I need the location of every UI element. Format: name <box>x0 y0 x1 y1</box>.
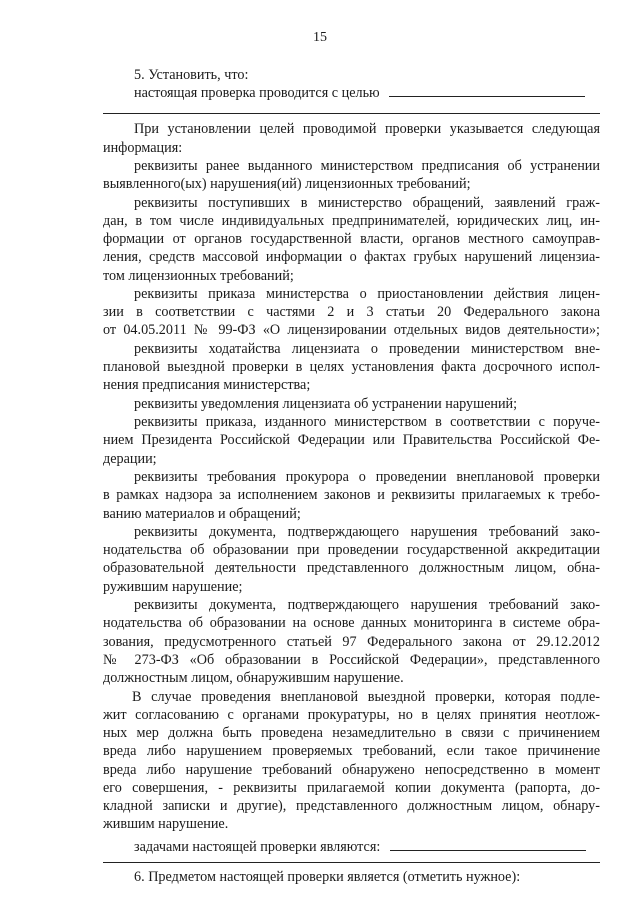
body-line: образовательной деятельности представленного должностным лицом, обна- <box>103 560 600 576</box>
tasks-continuation-rule <box>103 862 600 863</box>
body-line: вреда либо нарушением проверяемых требований, если такое причинение <box>103 743 600 759</box>
body-line: реквизиты требования прокурора о проведении внеплановой проверки <box>134 469 600 485</box>
body-line: нения предписания министерства; <box>103 377 311 393</box>
body-line: его совершения, - реквизиты прилагаемой копии документа (рапорта, до- <box>103 780 600 796</box>
body-line: плановой выездной проверки в целях установления факта досрочного испол- <box>103 359 600 375</box>
purpose-continuation-rule <box>103 113 600 114</box>
body-line: от 04.05.2011 № 99-ФЗ «О лицензировании отдельных видов деятельности»; <box>103 322 600 338</box>
body-line: ружившим нарушение; <box>103 579 243 595</box>
body-line: ных мер должна быть проведена незамедлительно в связи с причинением <box>103 725 600 741</box>
body-line: зования, предусмотренного статьей 97 Федерального закона от 29.12.2012 <box>103 634 600 650</box>
body-line: При установлении целей проводимой проверки указывается следующая <box>134 121 600 137</box>
body-line: нодательства об образовании на основе данных мониторинга в системе обра- <box>103 615 600 631</box>
body-line: реквизиты документа, подтверждающего нарушения требований зако- <box>134 597 600 613</box>
body-line: ванию материалов и обращений; <box>103 506 301 522</box>
body-line: дерации; <box>103 451 157 467</box>
body-line: нием Президента Российской Федерации или Правительства Российской Фе- <box>103 432 600 448</box>
body-line: реквизиты приказа министерства о приостановлении действия лицен- <box>134 286 600 302</box>
body-line: должностным лицом, обнаружившим нарушение. <box>103 670 404 686</box>
body-line: реквизиты поступивших в министерство обращений, заявлений граж- <box>134 195 600 211</box>
body-line: дан, в том числе индивидуальных предпринимателей, юридических лиц, ин- <box>103 213 600 229</box>
tasks-label: задачами настоящей проверки являются: <box>134 839 381 855</box>
body-line: жит согласованию с органами прокуратуры, но в целях принятия неотлож- <box>103 707 600 723</box>
purpose-line <box>134 84 604 102</box>
body-line: реквизиты документа, подтверждающего нарушения требований зако- <box>134 524 600 540</box>
body-line: выявленного(ых) нарушения(ий) лицензионных требований; <box>103 176 471 192</box>
body-line: № 273-ФЗ «Об образовании в Российской Федерации», представленного <box>103 652 600 668</box>
body-line: зии в соответствии с частями 2 и 3 статьи 20 Федерального закона <box>103 304 600 320</box>
body-line: реквизиты ранее выданного министерством предписания об устранении <box>134 158 600 174</box>
body-line: вреда либо нарушение требований обнаружено непосредственно в момент <box>103 762 600 778</box>
body-line: информация: <box>103 140 183 156</box>
body-line: кладной записки и другие), представленного должностным лицом, обнару- <box>103 798 600 814</box>
body-line: в рамках надзора за исполнением законов и реквизиты прилагаемых к требо- <box>103 487 600 503</box>
tasks-line <box>134 838 600 856</box>
body-line: ления, средств массовой информации о фактах грубых нарушений лицензиа- <box>103 249 600 265</box>
section-5-heading: 5. Установить, что: <box>134 67 249 83</box>
body-line: том лицензионных требований; <box>103 268 294 284</box>
body-line: реквизиты ходатайства лицензиата о проведении министерством вне- <box>134 341 600 357</box>
section-6-heading: 6. Предметом настоящей проверки является (отметить нужное): <box>134 869 521 885</box>
purpose-label: настоящая проверка проводится с целью <box>134 85 380 101</box>
body-line: формации от органов государственной власти, органов местного самоуправ- <box>103 231 600 247</box>
body-line: нодательства об образовании при проведении государственной аккредитации <box>103 542 600 558</box>
body-line: реквизиты приказа, изданного министерством в соответствии с поруче- <box>134 414 600 430</box>
page-number: 15 <box>313 30 327 45</box>
tasks-input-blank[interactable] <box>390 838 586 851</box>
body-line: реквизиты уведомления лицензиата об устранении нарушений; <box>134 396 518 412</box>
body-line: жившим нарушение. <box>103 816 229 832</box>
purpose-input-blank[interactable] <box>389 84 585 97</box>
body-line: В случае проведения внеплановой выездной проверки, которая подле- <box>132 689 600 705</box>
